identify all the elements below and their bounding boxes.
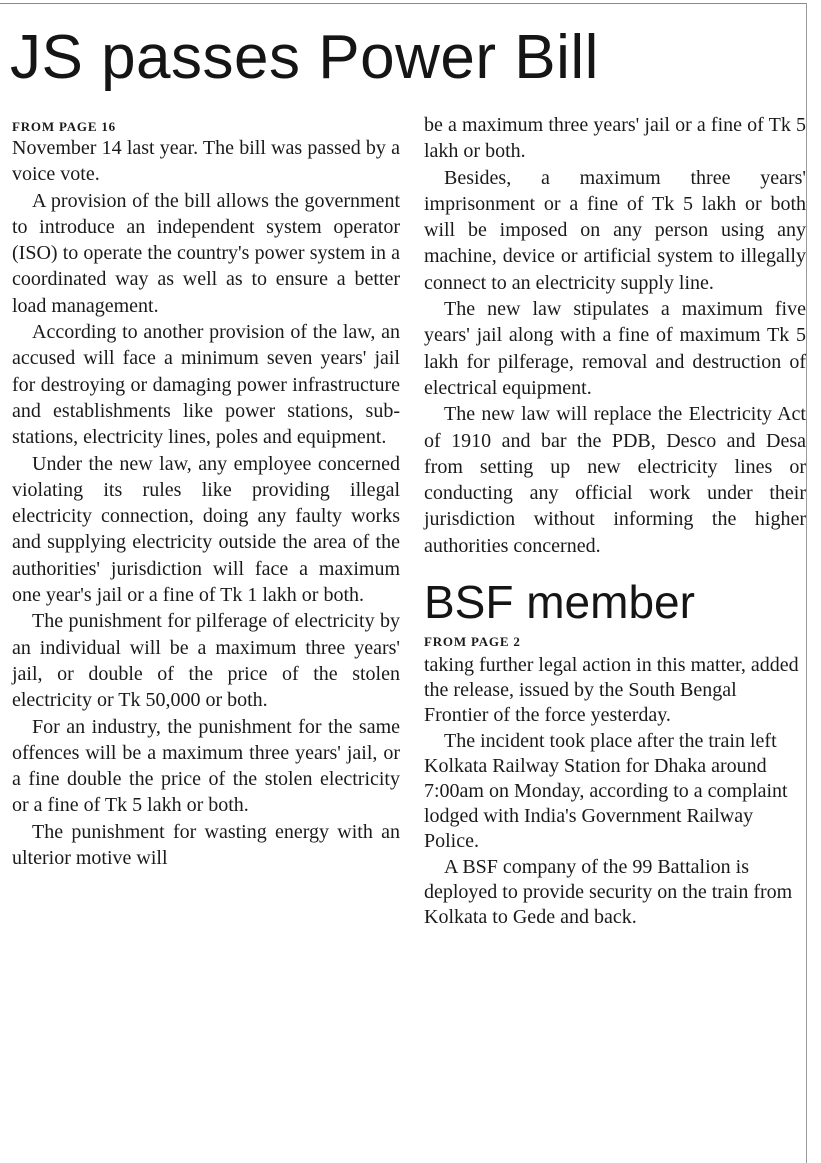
article-column-left (12, 112, 400, 871)
article-paragraph: A provision of the bill allows the government to introduce an independent system operator (ISO) to operate the country's power system in a coordinated way as well as to ensure a better load management. (12, 189, 400, 317)
bsf-paragraph: taking further legal action in this matter, added the release, issued by the South Bengal Frontier of the force yesterday. (424, 654, 799, 727)
page-top-rule (0, 3, 806, 4)
article-paragraph: For an industry, the punishment for the same offences will be a maximum three years' jail, or a fine double the price of the stolen electricity or a fine of Tk 5 lakh or both. (12, 715, 400, 817)
article-continuation (424, 112, 806, 559)
page-right-rule (806, 3, 807, 1163)
article-paragraph: According to another provision of the law, an accused will face a minimum seven years' jail for destroying or damaging power infrastructure and establishments like power stations, sub-stations, electricity lines, poles and equipment. (12, 321, 400, 449)
bsf-continued-from-kicker: FROM PAGE 2 (424, 634, 521, 650)
article-paragraph: The punishment for wasting energy with an ulterior motive will (12, 820, 400, 870)
article-paragraph: November 14 last year. The bill was passed by a voice vote. (12, 137, 400, 186)
article-paragraph: Under the new law, any employee concerned violating its rules like providing illegal electricity connection, doing any faulty works and supplying electricity outside the area of the authorities' jurisdiction will face a maximum one year's jail or a fine of Tk 1 lakh or both. (12, 452, 400, 607)
bsf-paragraph: The incident took place after the train left Kolkata Railway Station for Dhaka around 7:00am on Monday, according to a complaint lodged with India's Government Railway Police. (424, 729, 788, 853)
article-paragraph: Besides, a maximum three years' imprisonment or a fine of Tk 5 lakh or both will be imposed on any person using any machine, device or artificial system to illegally connect to an electricity supply line. (424, 166, 806, 294)
article-paragraph: be a maximum three years' jail or a fine of Tk 5 lakh or both. (424, 114, 806, 163)
bsf-article (424, 577, 806, 930)
article-paragraph: The new law will replace the Electricity Act of 1910 and bar the PDB, Desco and Desa from setting up new electricity lines or conducting any official work under their jurisdiction without informing the higher authorities concerned. (424, 403, 806, 557)
continued-from-kicker: FROM PAGE 16 (12, 119, 116, 134)
article-headline: JS passes Power Bill (10, 23, 599, 92)
bsf-paragraph: A BSF company of the 99 Battalion is deployed to provide security on the train from Kolkata to Gede and back. (424, 855, 793, 929)
article-paragraph: The punishment for pilferage of electricity by an individual will be a maximum three years' jail, or double of the price of the stolen electricity or Tk 50,000 or both. (12, 610, 400, 712)
article-paragraph: The new law stipulates a maximum five years' jail along with a fine of maximum Tk 5 lakh for pilferage, removal and destruction of electrical equipment. (424, 298, 806, 399)
bsf-headline: BSF member (424, 576, 695, 629)
article-column-right (424, 112, 806, 930)
